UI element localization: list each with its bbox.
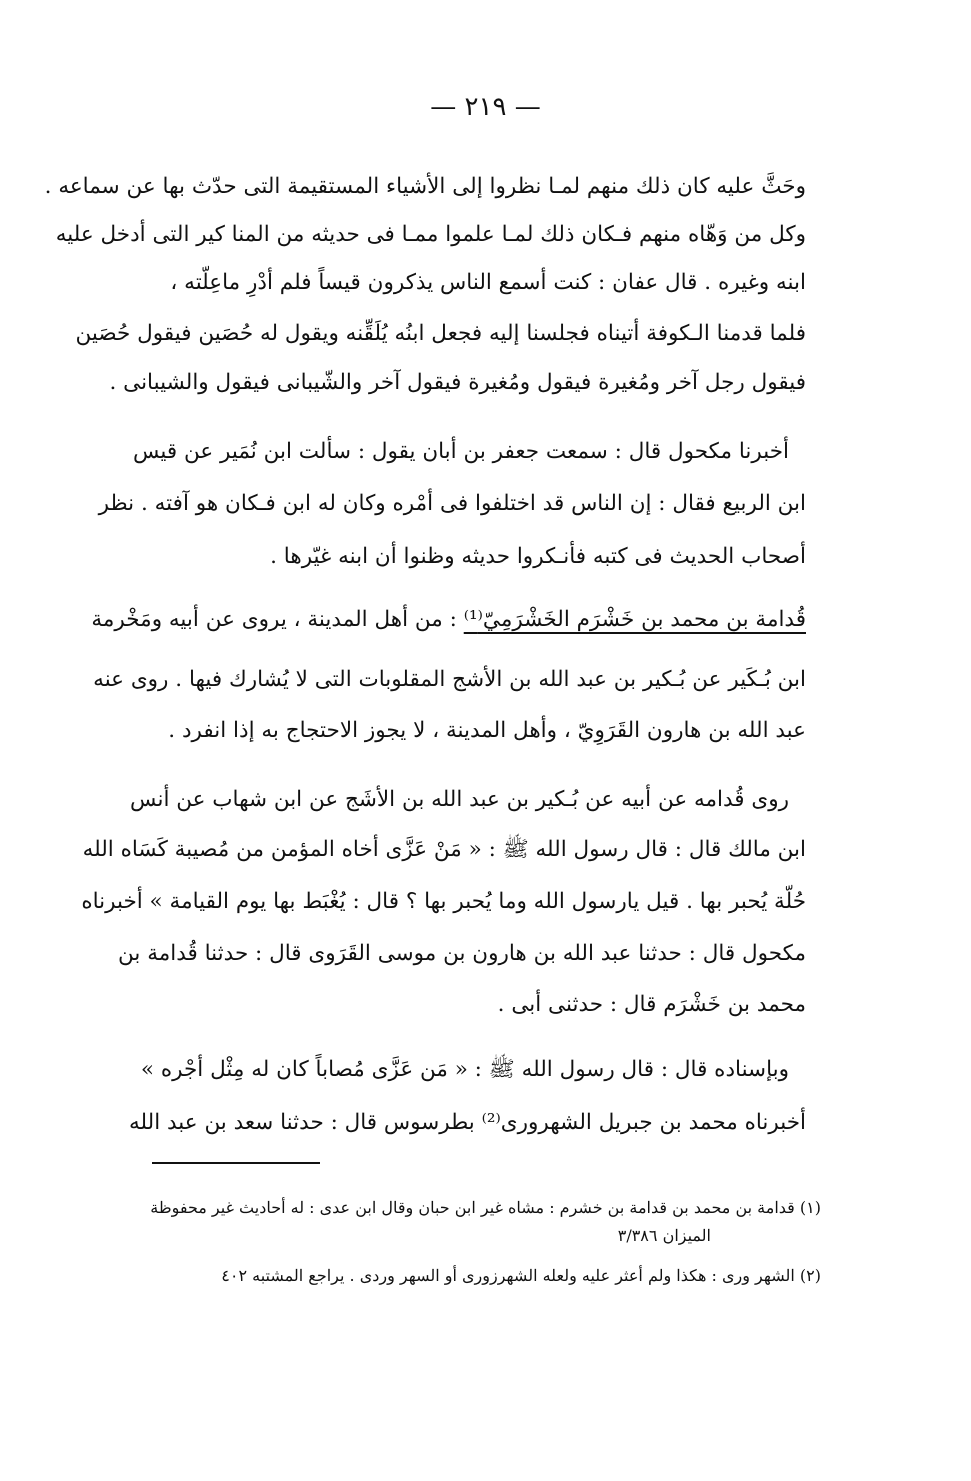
text-line: وحَثَّ عليه كان ذلك منهم لمـا نظروا إلى الأشياء المستقيمة التى حدّث بها عن سماعه . [44,174,806,199]
entry-heading-line [91,600,806,640]
footnote-1-continuation: الميزان ٣/٣٨٦ [617,1226,711,1245]
text-line: ابن مالك قال : قال رسول الله ﷺ : « مَنْ عَزَّى أخاه المؤمن من مُصيبة كَسَاه الله [82,837,806,862]
text-line: ابنه وغيره . قال عفان : كنت أسمع الناس يذكرون قيساً فلم أدْرِ ماعِلّته ، [170,270,806,295]
footnote-2: (٢) الشهر ورى : هكذا ولم أعثر عليه ولعله الشهرزورى أو السهر وردى . يراجع المشتبه ٤٠٢ [221,1266,821,1285]
entry-heading: قُدامة بن محمد بن خَشْرَم الخَشْرَمِيّ⁽¹⁾ [463,607,806,632]
text-line: مكحول قال : حدثنا عبد الله بن هارون بن موسى القَرَوى قال : حدثنا قُدامة بن [118,941,806,966]
text-line: وكل من وَهّاه منهم فـكان ذلك لمـا علموا ممـا فى حديثه من المنا كير التى أدخل عليه [55,222,806,247]
text-line: فيقول رجل آخر ومُغيرة فيقول ومُغيرة فيقول آخر والشّيبانى فيقول والشيبانى . [109,370,806,395]
page-number: — ٢١٩ — [430,92,541,122]
footnote-divider [152,1162,320,1164]
text-line: أخبرنا مكحول قال : سمعت جعفر بن أبان يقول : سألت ابن نُمَير عن قيس [132,439,789,464]
text-line: فلما قدمنا الـكوفة أتيناه فجلسنا إليه فجعل ابنُه يُلَقِّنه ويقول له حُصَين فيقول حُصَين [75,321,806,346]
text-line: أخبرناه محمد بن جبريل الشهرورى⁽²⁾ بطرسوس قال : حدثنا سعد بن عبد الله [129,1110,806,1135]
text-line: عبد الله بن هارون القَرَوِيّ ، وأهل المدينة ، لا يجوز الاحتجاج به إذا انفرد . [168,718,806,743]
text-line: أصحاب الحديث فى كتبه فأنـكروا حديثه وظنوا أن ابنه غيّرها . [270,544,806,569]
text-line: ابن الربيع فقال : إن الناس قد اختلفوا فى أمْره وكان له ابن فـكان هو آفته . نظر [98,491,806,516]
footnote-1: (١) قدامة بن محمد بن قدامة بن خشرم : مشاه غير ابن حبان وقال ابن عدى : له أحاديث غير محفوظة [150,1198,821,1217]
text-line: محمد بن خَشْرَم قال : حدثنى أبى . [497,992,806,1017]
text-line: حُلّة يُحبر بها . قيل يارسول الله وما يُحبر بها ؟ قال : يُغْبَط بها يوم القيامة » أخبرناه [81,889,806,914]
entry-heading-rest: : من أهل المدينة ، يروى عن أبيه ومَخْرمة [91,607,464,632]
text-line: ابن بُـكَير عن بُـكير بن عبد الله بن الأشج المقلوبات التى لا يُشارك فيها . روى عنه [93,667,806,692]
text-line: روى قُدامه عن أبيه عن بُـكير بن عبد الله بن الأشَج عن ابن شهاب عن أنس [130,787,789,812]
text-line: وبإسناده قال : قال رسول الله ﷺ : « مَن عَزَّى مُصاباً كان له مِثْل أجْره » [140,1057,789,1082]
